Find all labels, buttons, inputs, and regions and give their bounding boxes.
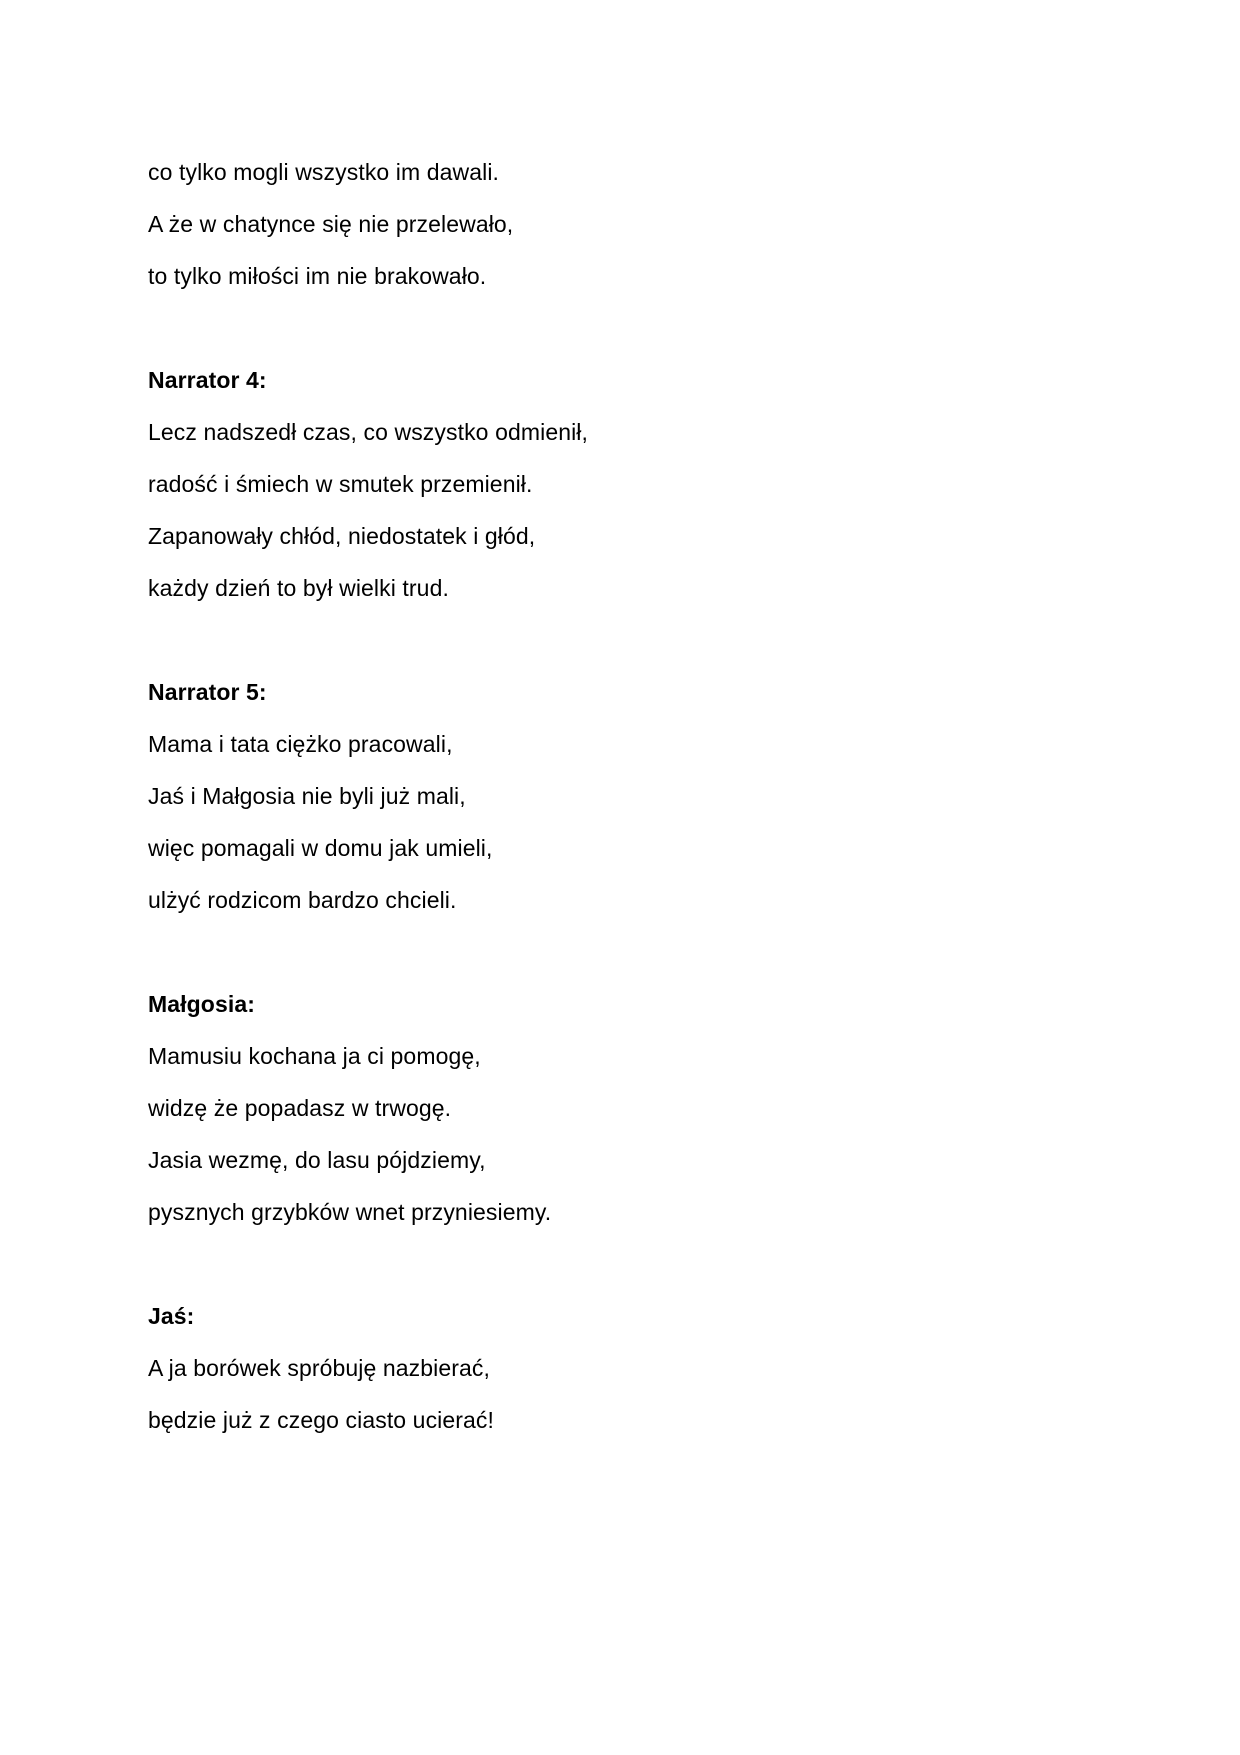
verse-line: Zapanowały chłód, niedostatek i głód, <box>148 523 536 549</box>
stanza-jas <box>148 1290 1108 1446</box>
verse-line: Jaś i Małgosia nie byli już mali, <box>148 783 466 809</box>
script-text <box>148 146 1108 1446</box>
verse-line: każdy dzień to był wielki trud. <box>148 575 449 601</box>
verse-line: Jasia wezmę, do lasu pójdziemy, <box>148 1147 486 1173</box>
stanza-gap <box>148 302 1108 354</box>
verse-line: będzie już z czego ciasto ucierać! <box>148 1407 495 1433</box>
verse-line: widzę że popadasz w trwogę. <box>148 1095 452 1121</box>
speaker-label: Narrator 4: <box>148 367 267 393</box>
stanza-malgosia <box>148 978 1108 1238</box>
verse-line: co tylko mogli wszystko im dawali. <box>148 159 500 185</box>
speaker-label: Jaś: <box>148 1303 195 1329</box>
verse-line: radość i śmiech w smutek przemienił. <box>148 471 533 497</box>
verse-line: ulżyć rodzicom bardzo chcieli. <box>148 887 457 913</box>
verse-line: to tylko miłości im nie brakowało. <box>148 263 487 289</box>
speaker-label: Małgosia: <box>148 991 255 1017</box>
stanza-gap <box>148 614 1108 666</box>
verse-line: Mamusiu kochana ja ci pomogę, <box>148 1043 481 1069</box>
verse-line: pysznych grzybków wnet przyniesiemy. <box>148 1199 552 1225</box>
verse-line: Lecz nadszedł czas, co wszystko odmienił, <box>148 419 589 445</box>
stanza-gap <box>148 926 1108 978</box>
verse-line: A ja borówek spróbuję nazbierać, <box>148 1355 491 1381</box>
stanza-narrator-4 <box>148 354 1108 614</box>
verse-line: więc pomagali w domu jak umieli, <box>148 835 493 861</box>
speaker-label: Narrator 5: <box>148 679 267 705</box>
stanza-narrator-5 <box>148 666 1108 926</box>
stanza-continuation <box>148 146 1108 302</box>
verse-line: A że w chatynce się nie przelewało, <box>148 211 514 237</box>
stanza-gap <box>148 1238 1108 1290</box>
verse-line: Mama i tata ciężko pracowali, <box>148 731 453 757</box>
